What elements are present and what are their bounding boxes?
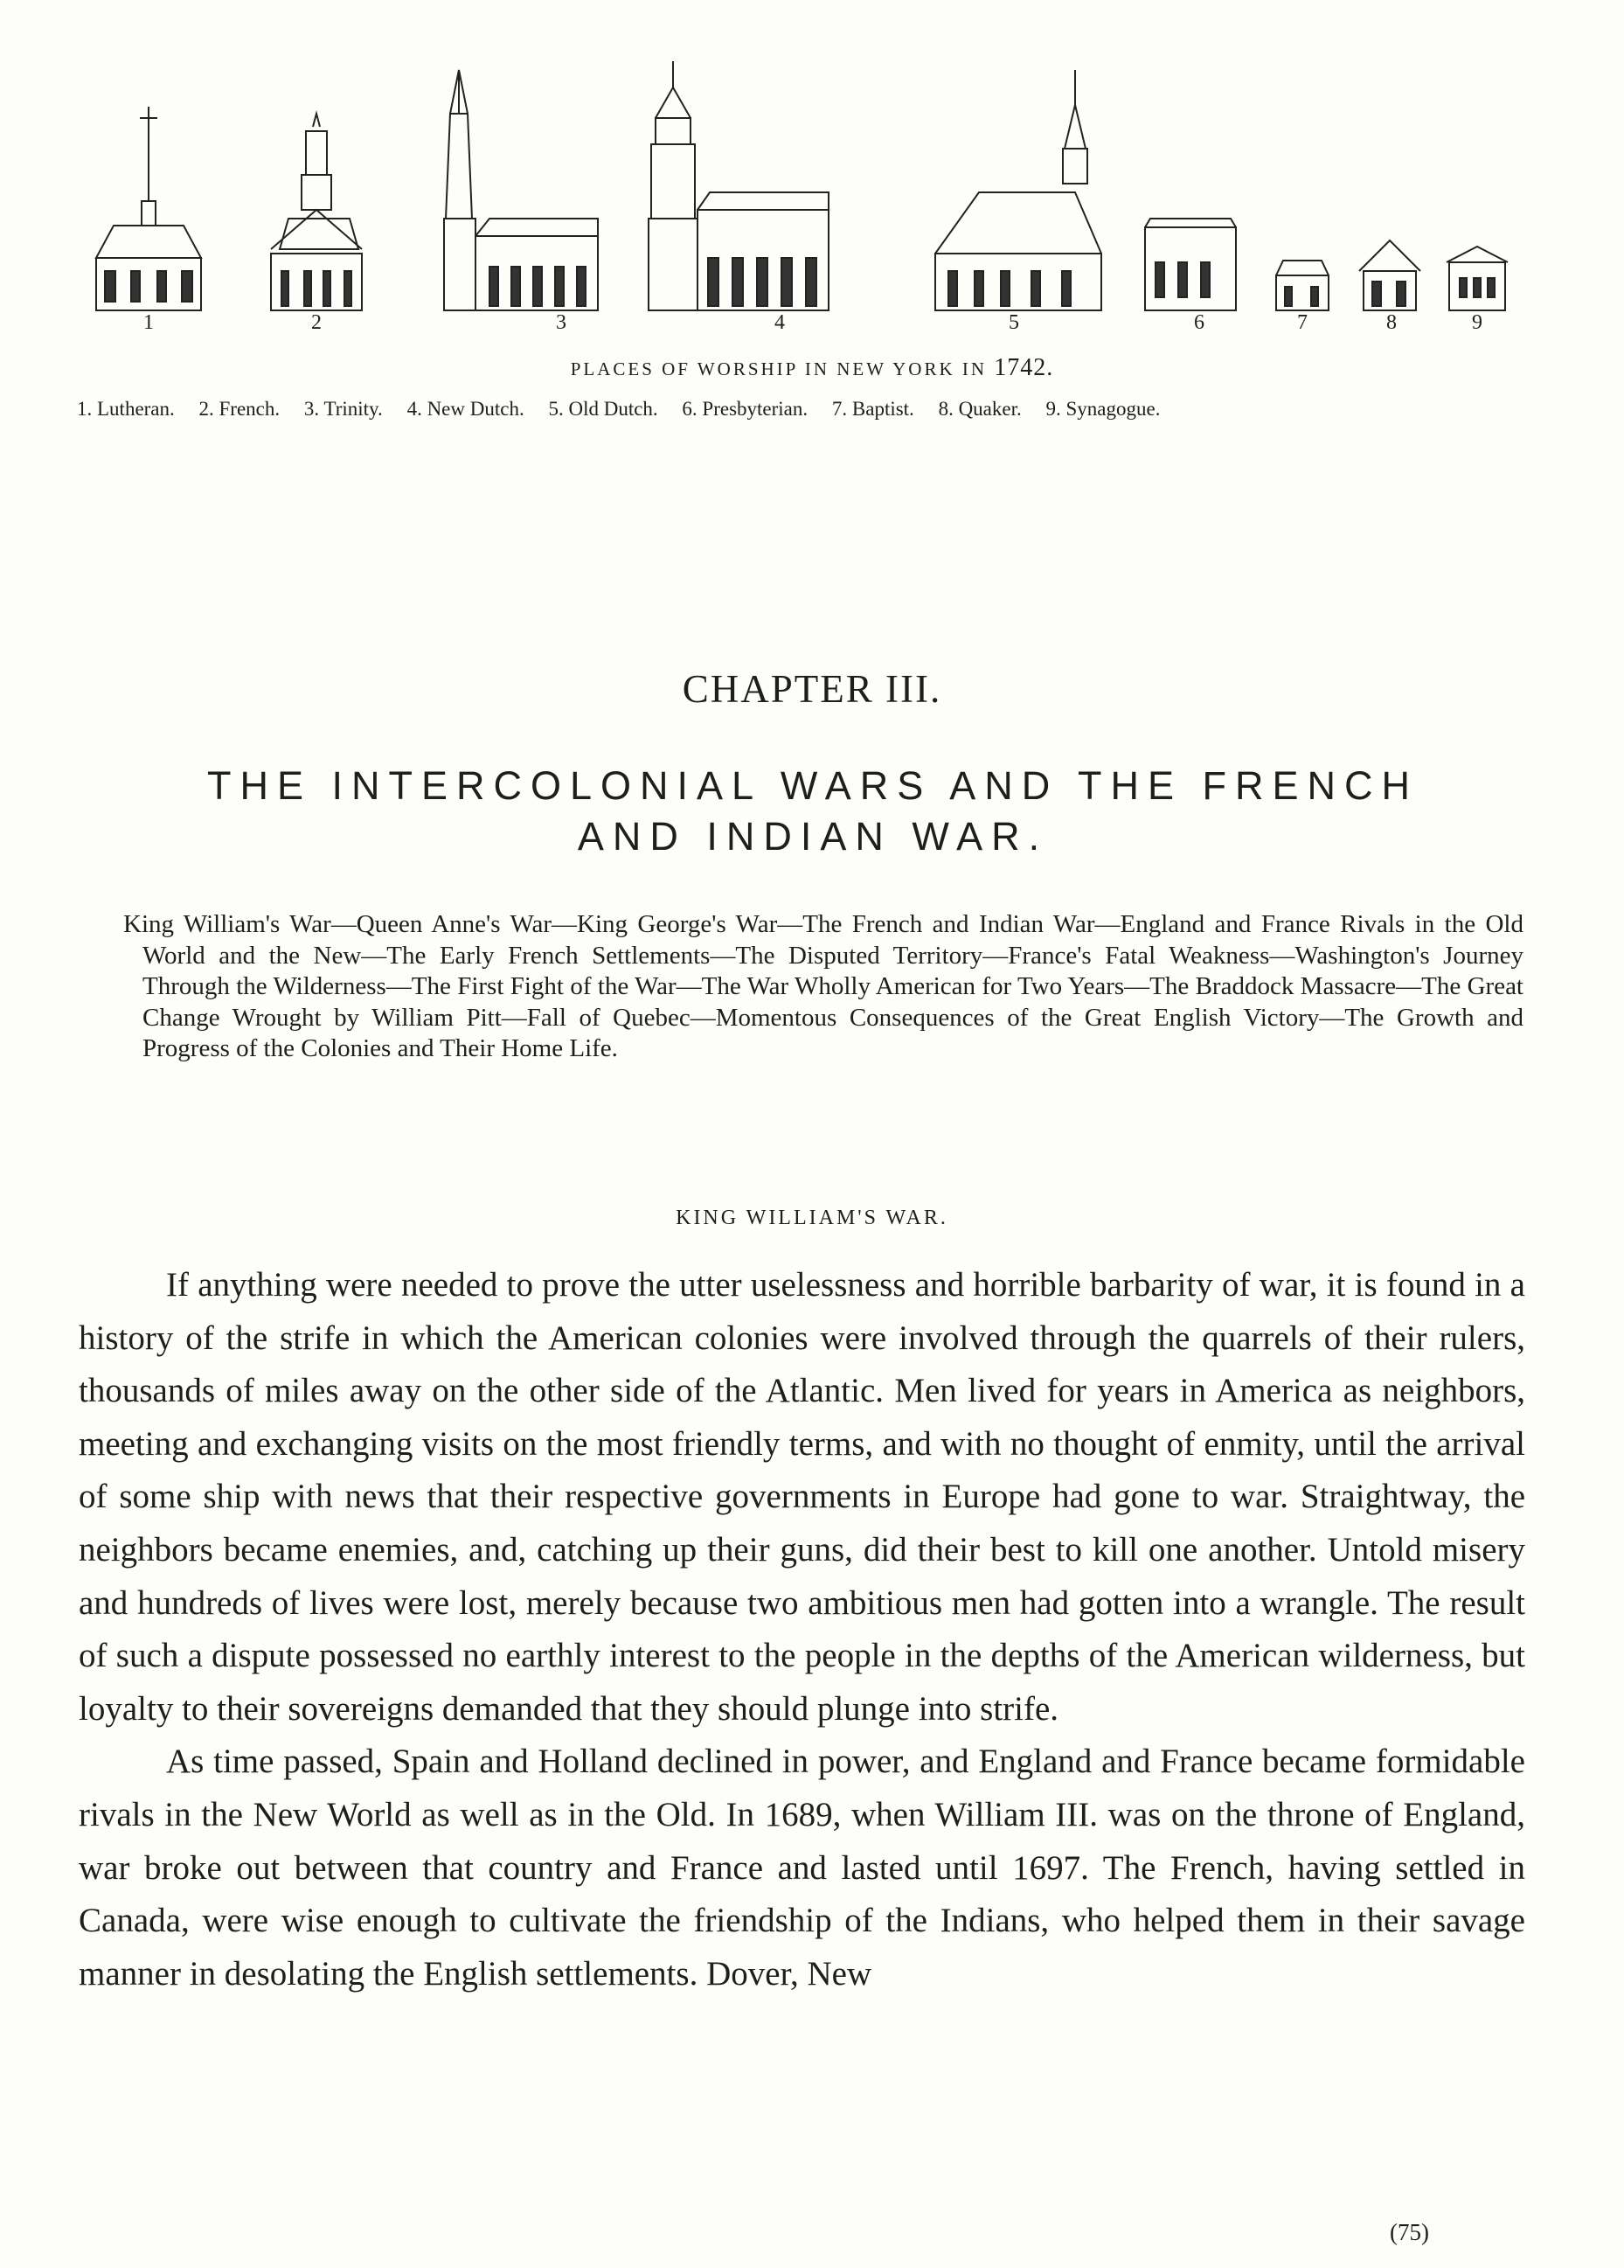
figure-caption-year: 1742. [994, 354, 1054, 381]
paragraph: As time passed, Spain and Holland declined in power, and England and France became formidable rivals in the New World as well as in the Old. In 1689, when William III. was on the throne of England, war broke out between that country and France and lasted until 1697. The French, having settled in Canada, were wise enough to cultivate the friendship of the Indians, who helped them in their savage manner in desolating the English settlements. Dover, New [79, 1743, 1525, 1993]
presbyterian-church-icon [1145, 219, 1236, 310]
chapter-title [70, 761, 1556, 862]
legend-item: 4. New Dutch. [406, 398, 524, 420]
old-dutch-church-icon [935, 70, 1101, 310]
figure-number: 3 [556, 311, 566, 334]
legend-item: 7. Baptist. [831, 398, 914, 420]
baptist-church-icon [1276, 261, 1329, 310]
figure-number: 9 [1472, 311, 1482, 334]
page-number: (75) [1390, 2219, 1429, 2245]
legend-item: 5. Old Dutch. [548, 398, 658, 420]
legend-item: 3. Trinity. [303, 398, 383, 420]
figure-number: 8 [1386, 311, 1397, 334]
paragraph: If anything were needed to prove the utter uselessness and horrible barbarity of war, it is found in a history of the strife in which the American colonies were involved through the quarrels of their rulers, thousands of miles away on the other side of the Atlantic. Men lived for years in America as neighbors, meeting and exchanging visits on the most friendly terms, and with no thought of enmity, until the arrival of some ship with news that their respective governments in Europe had gone to war. Straightway, the neighbors became enemies, and, catching up their guns, did their best to kill one another. Untold misery and hundreds of lives were lost, merely because two ambitious men had gotten into a wrangle. The result of such a dispute possessed no earthly interest to the people in the depths of the American wilderness, but loyalty to their sovereigns demanded that they should plunge into strife. [79, 1266, 1525, 1728]
legend-item: 2. French. [198, 398, 281, 420]
trinity-church-icon [444, 70, 598, 310]
french-church-icon [271, 114, 362, 310]
chapter-title-line-2: AND INDIAN WAR. [577, 814, 1049, 859]
legend-item: 1. Lutheran. [77, 398, 175, 420]
figure-number: 5 [1009, 311, 1019, 334]
chapter-title-line-1: THE INTERCOLONIAL WARS AND THE FRENCH [207, 763, 1419, 808]
chapter-number: CHAPTER III. [682, 667, 942, 711]
body-text [79, 1259, 1525, 2000]
chapter-synopsis [123, 909, 1523, 1065]
figure-number: 7 [1297, 311, 1308, 334]
places-of-worship-illustration [79, 52, 1547, 341]
lutheran-church-icon [96, 107, 201, 310]
figure-numbers [79, 311, 1547, 341]
new-dutch-church-icon [649, 61, 829, 310]
figure-number: 1 [143, 311, 154, 334]
figure-caption-text: PLACES OF WORSHIP IN NEW YORK IN [570, 358, 988, 379]
church-engravings [79, 52, 1547, 315]
legend-item: 8. Quaker. [938, 398, 1022, 420]
synagogue-icon [1447, 247, 1508, 310]
synopsis-text: King William's War—Queen Anne's War—King George's War—The French and Indian War—England and France Rivals in the Old World and the New—The Early French Settlements—The Disputed Territory—France's Fatal Weakness—Washington's Journey Through the Wilderness—The First Fight of the War—The War Wholly American for Two Years—The Braddock Massacre—The Great Change Wrought by William Pitt—Fall of Quebec—Momentous Consequences of the Great English Victory—The Growth and Progress of the Colonies and Their Home Life. [123, 910, 1523, 1062]
figure-legend [77, 398, 1563, 421]
figure-caption [0, 354, 1624, 382]
legend-item: 6. Presbyterian. [682, 398, 809, 420]
quaker-meeting-house-icon [1359, 240, 1420, 310]
legend-item: 9. Synagogue. [1045, 398, 1161, 420]
figure-number: 6 [1194, 311, 1204, 334]
figure-number: 2 [311, 311, 322, 334]
section-heading: KING WILLIAM'S WAR. [676, 1207, 948, 1229]
figure-number: 4 [774, 311, 785, 334]
